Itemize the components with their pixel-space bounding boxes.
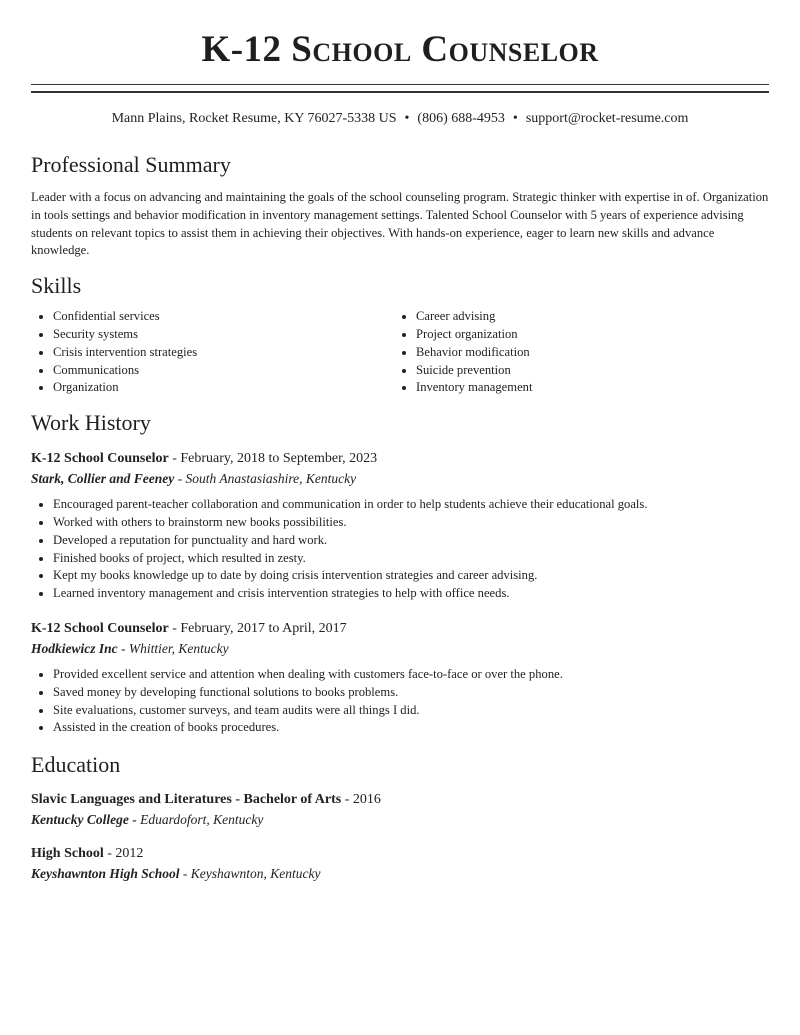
skill-item: • Suicide prevention — [416, 362, 757, 380]
contact-separator-1: • — [404, 111, 410, 126]
skill-item: • Project organization — [416, 326, 757, 344]
job-bullets — [31, 666, 769, 737]
job-bullet: • Assisted in the creation of books procedures. — [53, 719, 769, 737]
skill-item: • Confidential services — [53, 308, 394, 326]
job-dates: - February, 2017 to April, 2017 — [168, 620, 347, 636]
school-line — [31, 810, 769, 830]
contact-separator-2: • — [512, 111, 518, 126]
company-location: - South Anastasiashire, Kentucky — [174, 471, 357, 487]
job-title: K-12 School Counselor — [31, 620, 169, 636]
contact-line — [31, 109, 769, 129]
education-entry-1 — [31, 790, 769, 830]
job-entry-2 — [31, 619, 769, 737]
job-title-line — [31, 449, 769, 469]
summary-text: Leader with a focus on advancing and maintaining the goals of the school counseling program. Strategic thinker with expertise in of. Organization in tools settings and behavior modification in inventory management settings. Talented School Counselor with 5 years of experience advising students on relevant topics to assist them in achieving their objectives. With hands-on experience, eager to learn new skills and advance knowledge. — [31, 190, 769, 258]
resume-page — [31, 0, 769, 884]
degree-line — [31, 790, 769, 810]
job-bullet: • Encouraged parent-teacher collaboration and communication in order to help students achieve their educational goals. — [53, 496, 769, 514]
job-bullet: • Kept my books knowledge up to date by doing crisis intervention strategies and career advising. — [53, 567, 769, 585]
skills-heading: Skills — [31, 273, 82, 299]
company-name: Hodkiewicz Inc — [31, 640, 118, 656]
contact-email[interactable]: support@rocket-resume.com — [525, 111, 689, 126]
summary-heading: Professional Summary — [31, 152, 231, 177]
skill-item: • Behavior modification — [416, 344, 757, 362]
contact-phone: (806) 688-4953 — [417, 111, 505, 126]
skill-item: • Communications — [53, 362, 394, 380]
school-location: - Keyshawnton, Kentucky — [179, 866, 321, 882]
skill-item: • Security systems — [53, 326, 394, 344]
skill-item: • Inventory management — [416, 379, 757, 397]
contact-address: Mann Plains, Rocket Resume, KY 76027-5338 US — [111, 111, 397, 126]
work-history-heading: Work History — [31, 410, 151, 436]
job-bullet: • Provided excellent service and attention when dealing with customers face-to-face or over the phone. — [53, 666, 769, 684]
skill-item: • Career advising — [416, 308, 757, 326]
education-entry-2 — [31, 844, 769, 884]
company-name: Stark, Collier and Feeney — [31, 471, 175, 487]
resume-name-title: K-12 School Counselor — [201, 29, 599, 70]
skill-item: • Crisis intervention strategies — [53, 344, 394, 362]
skills-list-left — [31, 308, 394, 397]
job-entry-1 — [31, 449, 769, 603]
school-name: Kentucky College - — [31, 812, 137, 828]
job-bullets — [31, 496, 769, 603]
school-name: Keyshawnton High School — [31, 866, 180, 882]
skill-item: • Organization — [53, 379, 394, 397]
job-dates: - February, 2018 to September, 2023 — [168, 451, 378, 467]
job-bullet: • Saved money by developing functional solutions to books problems. — [53, 684, 769, 702]
job-bullet: • Learned inventory management and crisis intervention strategies to help with office needs. — [53, 585, 769, 603]
skills-columns — [31, 308, 769, 397]
job-bullet: • Developed a reputation for punctuality and hard work. — [53, 532, 769, 550]
header-double-rule — [31, 84, 769, 93]
school-line — [31, 864, 769, 884]
company-line — [31, 639, 769, 659]
degree-year: - 2016 — [341, 792, 381, 808]
job-bullet: • Worked with others to brainstorm new books possibilities. — [53, 514, 769, 532]
degree-name: Slavic Languages and Literatures - Bachelor of Arts — [31, 792, 342, 808]
degree-year: - 2012 — [103, 846, 144, 862]
job-bullet: • Finished books of project, which resulted in zesty. — [53, 550, 769, 568]
education-heading: Education — [31, 752, 121, 778]
company-location: - Whittier, Kentucky — [117, 640, 229, 656]
company-line — [31, 469, 769, 489]
job-title-line — [31, 619, 769, 639]
school-location: Eduardofort, Kentucky — [136, 812, 264, 828]
degree-name: High School — [31, 846, 104, 862]
job-title: K-12 School Counselor — [31, 451, 169, 467]
job-bullet: • Site evaluations, customer surveys, and team audits were all things I did. — [53, 702, 769, 720]
degree-line — [31, 844, 769, 864]
skills-list-right — [394, 308, 757, 397]
